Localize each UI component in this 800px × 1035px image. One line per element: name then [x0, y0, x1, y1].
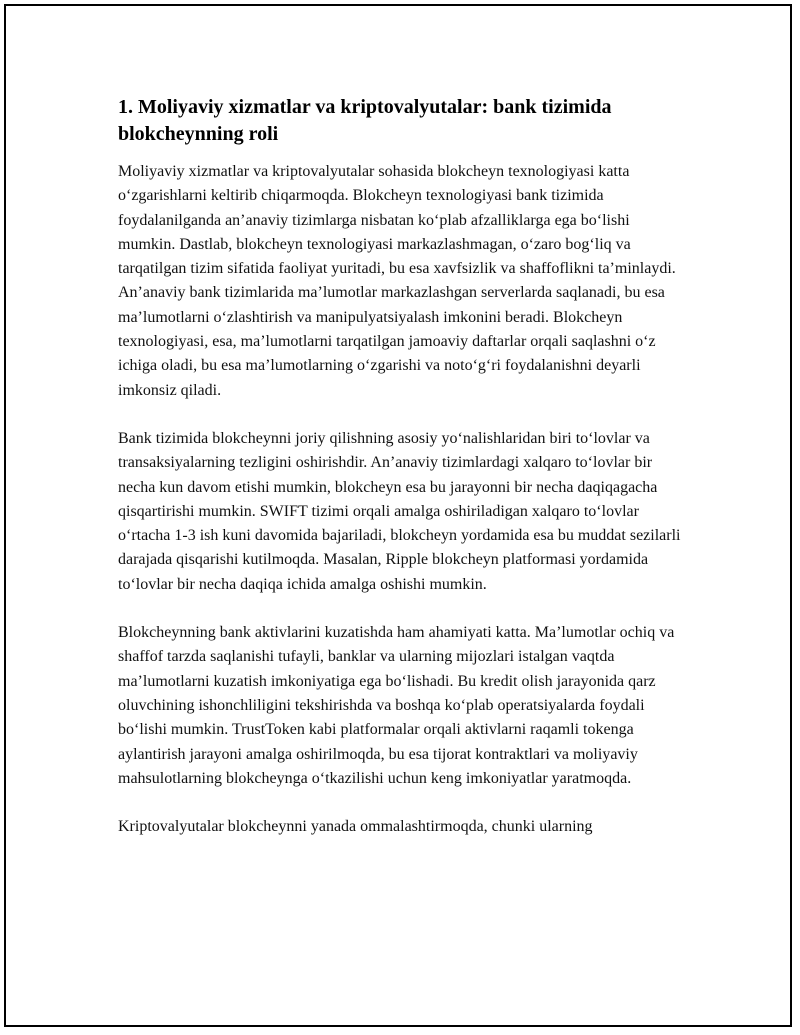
document-body — [118, 94, 688, 863]
paragraph-asset-tracking: Blokcheynning bank aktivlarini kuzatishda ham ahamiyati katta. Ma’lumotlar ochiq va shaffof tarzda saqlanishi tufayli, banklar va ularning mijozlari istalgan vaqtda ma’lumotlarni kuzatish imkoniyatiga ega bo‘lishadi. Bu kredit olish jarayonida qarz oluvchining ishonchliligini tekshirishda va boshqa ko‘plab operatsiyalarda foydali bo‘lishi mumkin. TrustToken kabi platformalar orqali aktivlarni raqamli tokenga aylantirish jarayoni amalga oshirilmoqda, bu esa tijorat kontraktlari va moliyaviy mahsulotlarning blokcheynga o‘tkazilishi uchun keng imkoniyatlar yaratmoqda. — [118, 624, 675, 787]
section-heading: 1. Moliyaviy xizmatlar va kriptovalyutalar: bank tizimida blokcheynning roli — [118, 96, 612, 145]
paragraph-payments: Bank tizimida blokcheynni joriy qilishning asosiy yo‘nalishlaridan biri to‘lovlar va transaksiyalarning tezligini oshirishdir. An’anaviy tizimlardagi xalqaro to‘lovlar bir necha kun davom etishi mumkin, blokcheyn esa bu jarayonni bir necha daqiqagacha qisqartirishi mumkin. SWIFT tizimi orqali amalga oshiriladigan xalqaro to‘lovlar o‘rtacha 1-3 ish kuni davomida bajariladi, blokcheyn yordamida esa bu muddat sezilarli darajada qisqarishi kutilmoqda. Masalan, Ripple blokcheyn platformasi yordamida to‘lovlar bir necha daqiqa ichida amalga oshishi mumkin. — [118, 429, 681, 593]
paragraph-intro: Moliyaviy xizmatlar va kriptovalyutalar sohasida blokcheyn texnologiyasi katta o‘zgarishlarni keltirib chiqarmoqda. Blokcheyn texnologiyasi bank tizimida foydalanilganda an’anaviy tizimlarga nisbatan ko‘plab afzalliklarga ega bo‘lishi mumkin. Dastlab, blokcheyn texnologiyasi markazlashmagan, o‘zaro bog‘liq va tarqatilgan tizim sifatida faoliyat yuritadi, bu esa xavfsizlik va shaffoflikni ta’minlaydi. An’anaviy bank tizimlarida ma’lumotlar markazlashgan serverlarda saqlanadi, bu esa ma’lumotlarni o‘zlashtirish va manipulyatsiyalash imkonini beradi. Blokcheyn texnologiyasi, esa, ma’lumotlarni tarqatilgan jamoaviy daftarlar orqali saqlashni o‘z ichiga oladi, bu esa ma’lumotlarning o‘zgarishi va noto‘g‘ri foydalanishni deyarli imkonsiz qiladi. — [118, 163, 676, 399]
paragraph-cryptocurrencies: Kriptovalyutalar blokcheynni yanada ommalashtirmoqda, chunki ularning — [118, 818, 593, 836]
